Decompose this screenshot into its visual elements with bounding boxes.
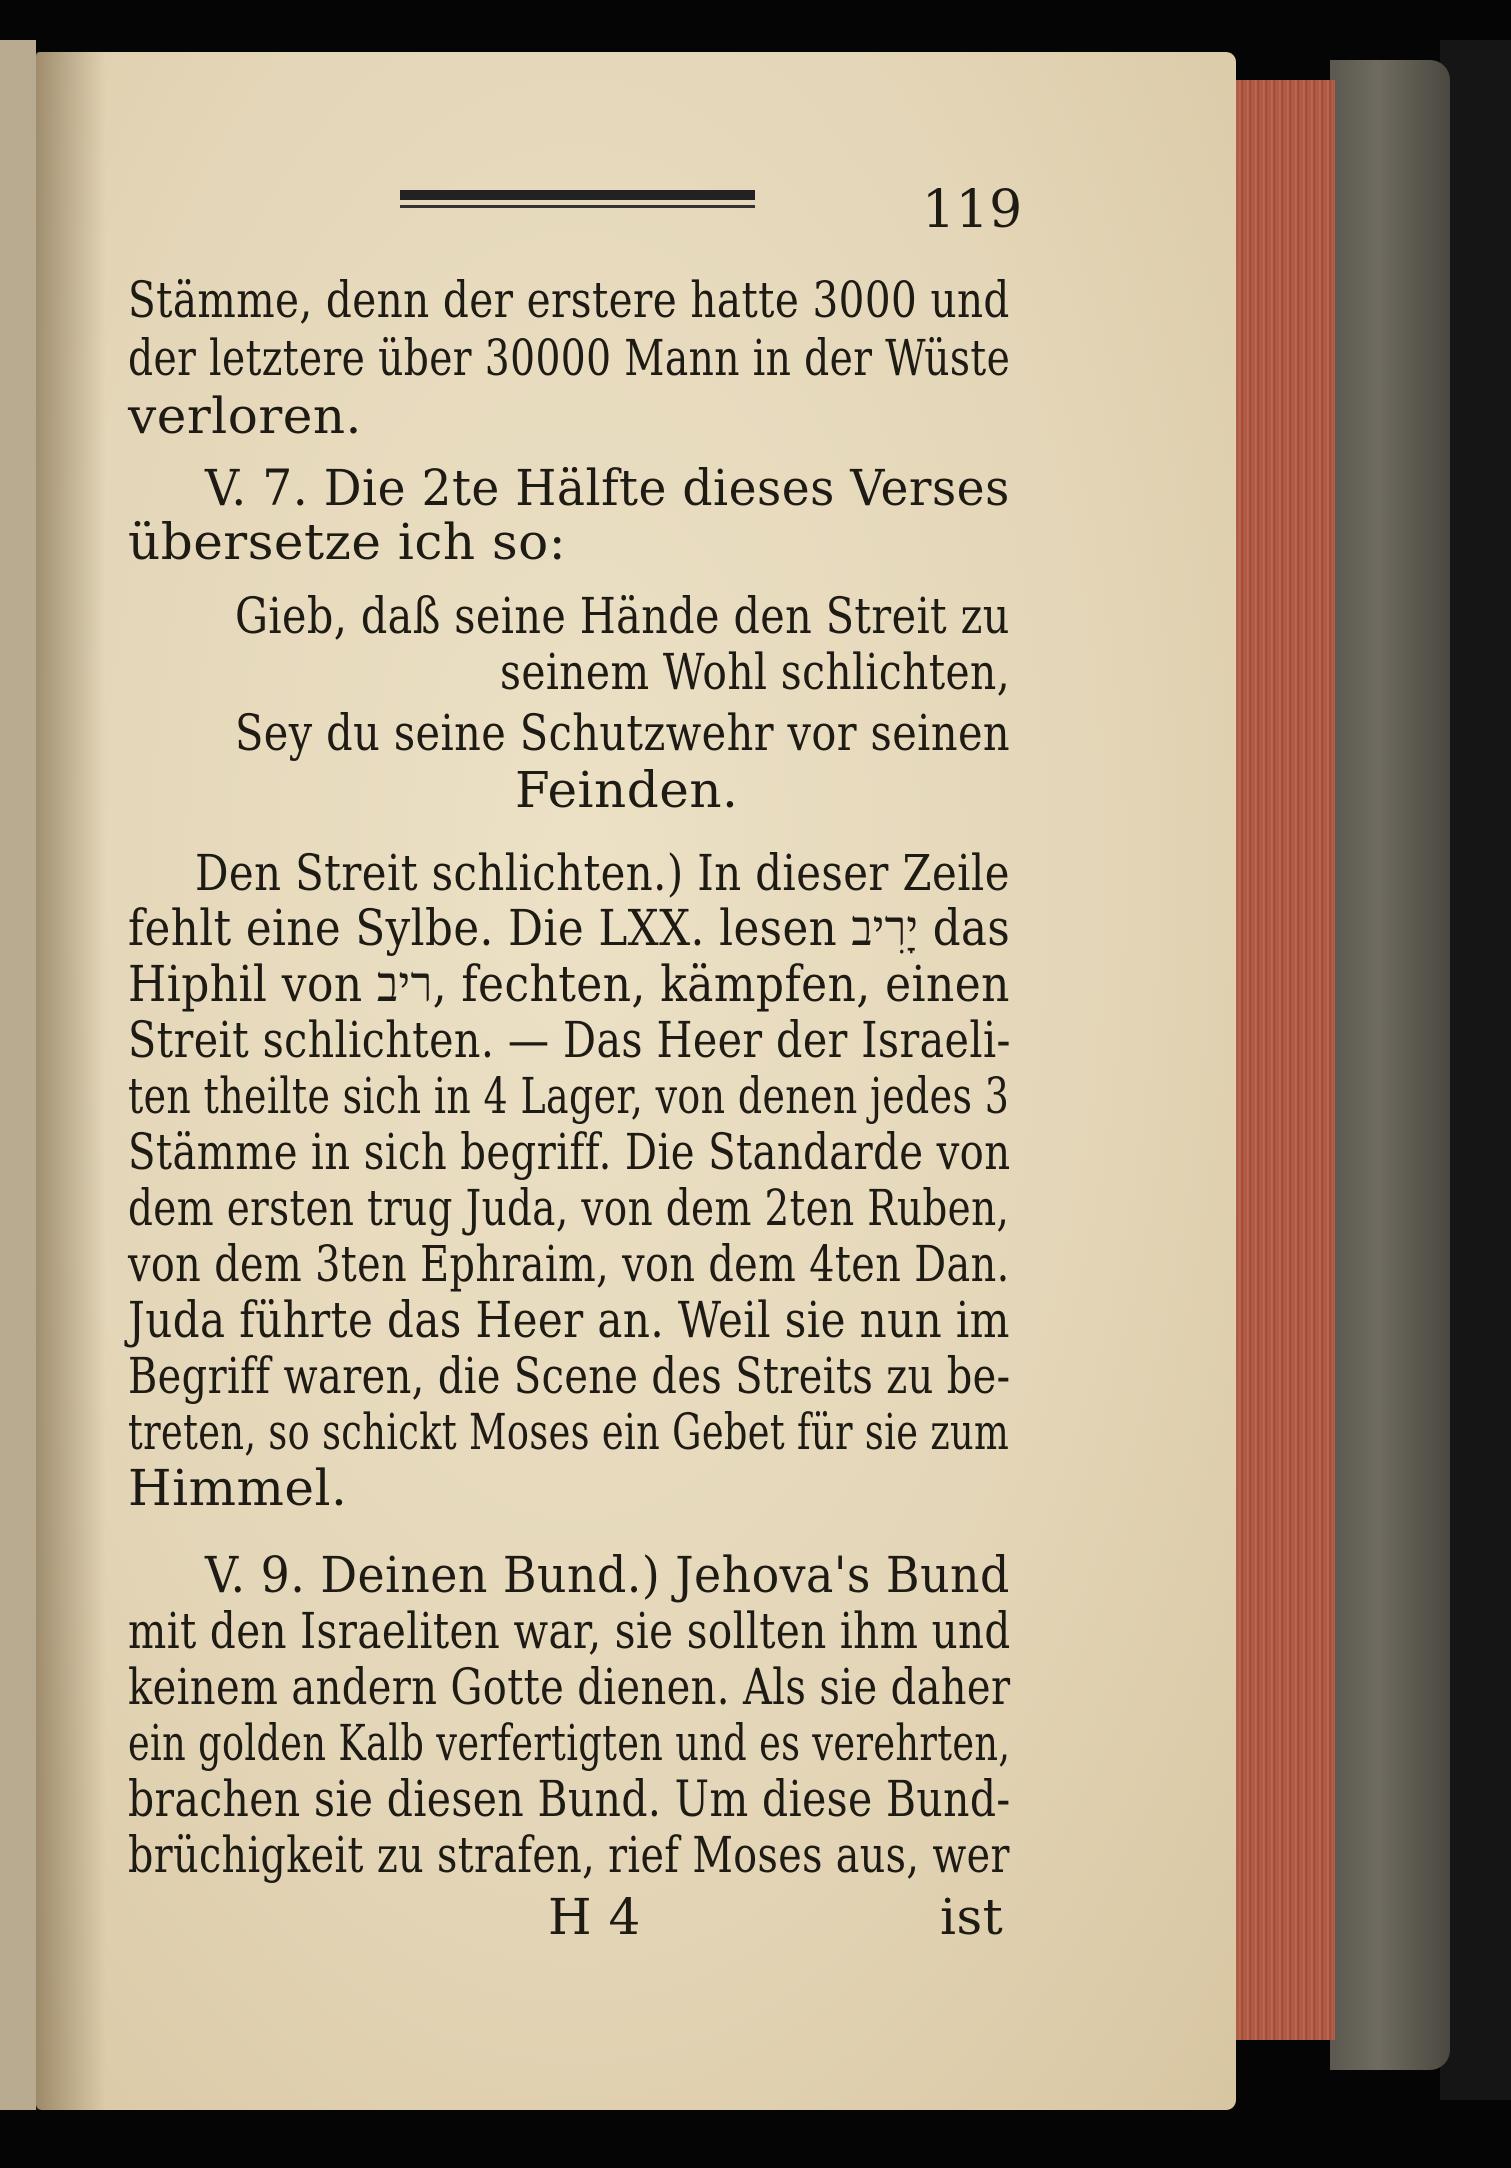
text-line: Gieb, daß seine Hände den Streit zu (235, 587, 1010, 645)
page-number: 119 (922, 180, 1023, 240)
gutter-shadow (36, 52, 106, 2110)
text-line: seinem Wohl schlichten, (500, 643, 1011, 701)
text-line: keinem andern Gotte dienen. Als sie daher (128, 1658, 1011, 1716)
text-line: ein golden Kalb verfertigten und es verehrten, (128, 1714, 1011, 1772)
text-line: der letztere über 30000 Mann in der Wüste (128, 329, 1011, 387)
background (1440, 40, 1511, 2100)
text-line: mit den Israeliten war, sie sollten ihm und (128, 1602, 1011, 1660)
book-cover (1330, 60, 1450, 2070)
header-rule-thin (400, 205, 755, 208)
catchword: ist (940, 1888, 1004, 1946)
text-line: Hiphil von ריב, fechten, kämpfen, einen (128, 955, 1010, 1013)
text-line: verloren. (128, 387, 362, 445)
text-line: Streit schlichten. — Das Heer der Israeli- (128, 1011, 1011, 1069)
text-line: ten theilte sich in 4 Lager, von denen jedes 3 (128, 1067, 1010, 1125)
text-line: treten, so schickt Moses ein Gebet für sie zum (128, 1403, 1010, 1461)
text-line: übersetze ich so: (128, 513, 567, 571)
text-line: Stämme, denn der erstere hatte 3000 und (128, 271, 1010, 329)
text-line: Begriff waren, die Scene des Streits zu be- (128, 1347, 1011, 1405)
signature-mark: H 4 (548, 1888, 641, 1946)
text-line: Juda führte das Heer an. Weil sie nun im (128, 1291, 1010, 1349)
text-line: fehlt eine Sylbe. Die LXX. lesen יָרִיב das (128, 899, 1011, 957)
left-page-edge (0, 40, 36, 2110)
text-line: V. 9. Deinen Bund.) Jehova's Bund (205, 1546, 1010, 1604)
header-rule (400, 190, 755, 200)
text-line: brachen sie diesen Bund. Um diese Bund- (128, 1770, 1011, 1828)
text-line: Himmel. (128, 1459, 348, 1517)
text-line: von dem 3ten Ephraim, von dem 4ten Dan. (128, 1235, 1010, 1293)
text-line: Stämme in sich begriff. Die Standarde von (128, 1123, 1011, 1181)
text-line: Sey du seine Schutzwehr vor seinen (235, 704, 1011, 762)
text-line: V. 7. Die 2te Hälfte dieses Verses (205, 459, 1010, 517)
text-line: Den Streit schlichten.) In dieser Zeile (195, 844, 1010, 902)
text-line: dem ersten trug Juda, von dem 2ten Ruben, (128, 1179, 1010, 1237)
text-line: brüchigkeit zu strafen, rief Moses aus, wer (128, 1826, 1010, 1884)
text-line: Feinden. (515, 761, 739, 819)
